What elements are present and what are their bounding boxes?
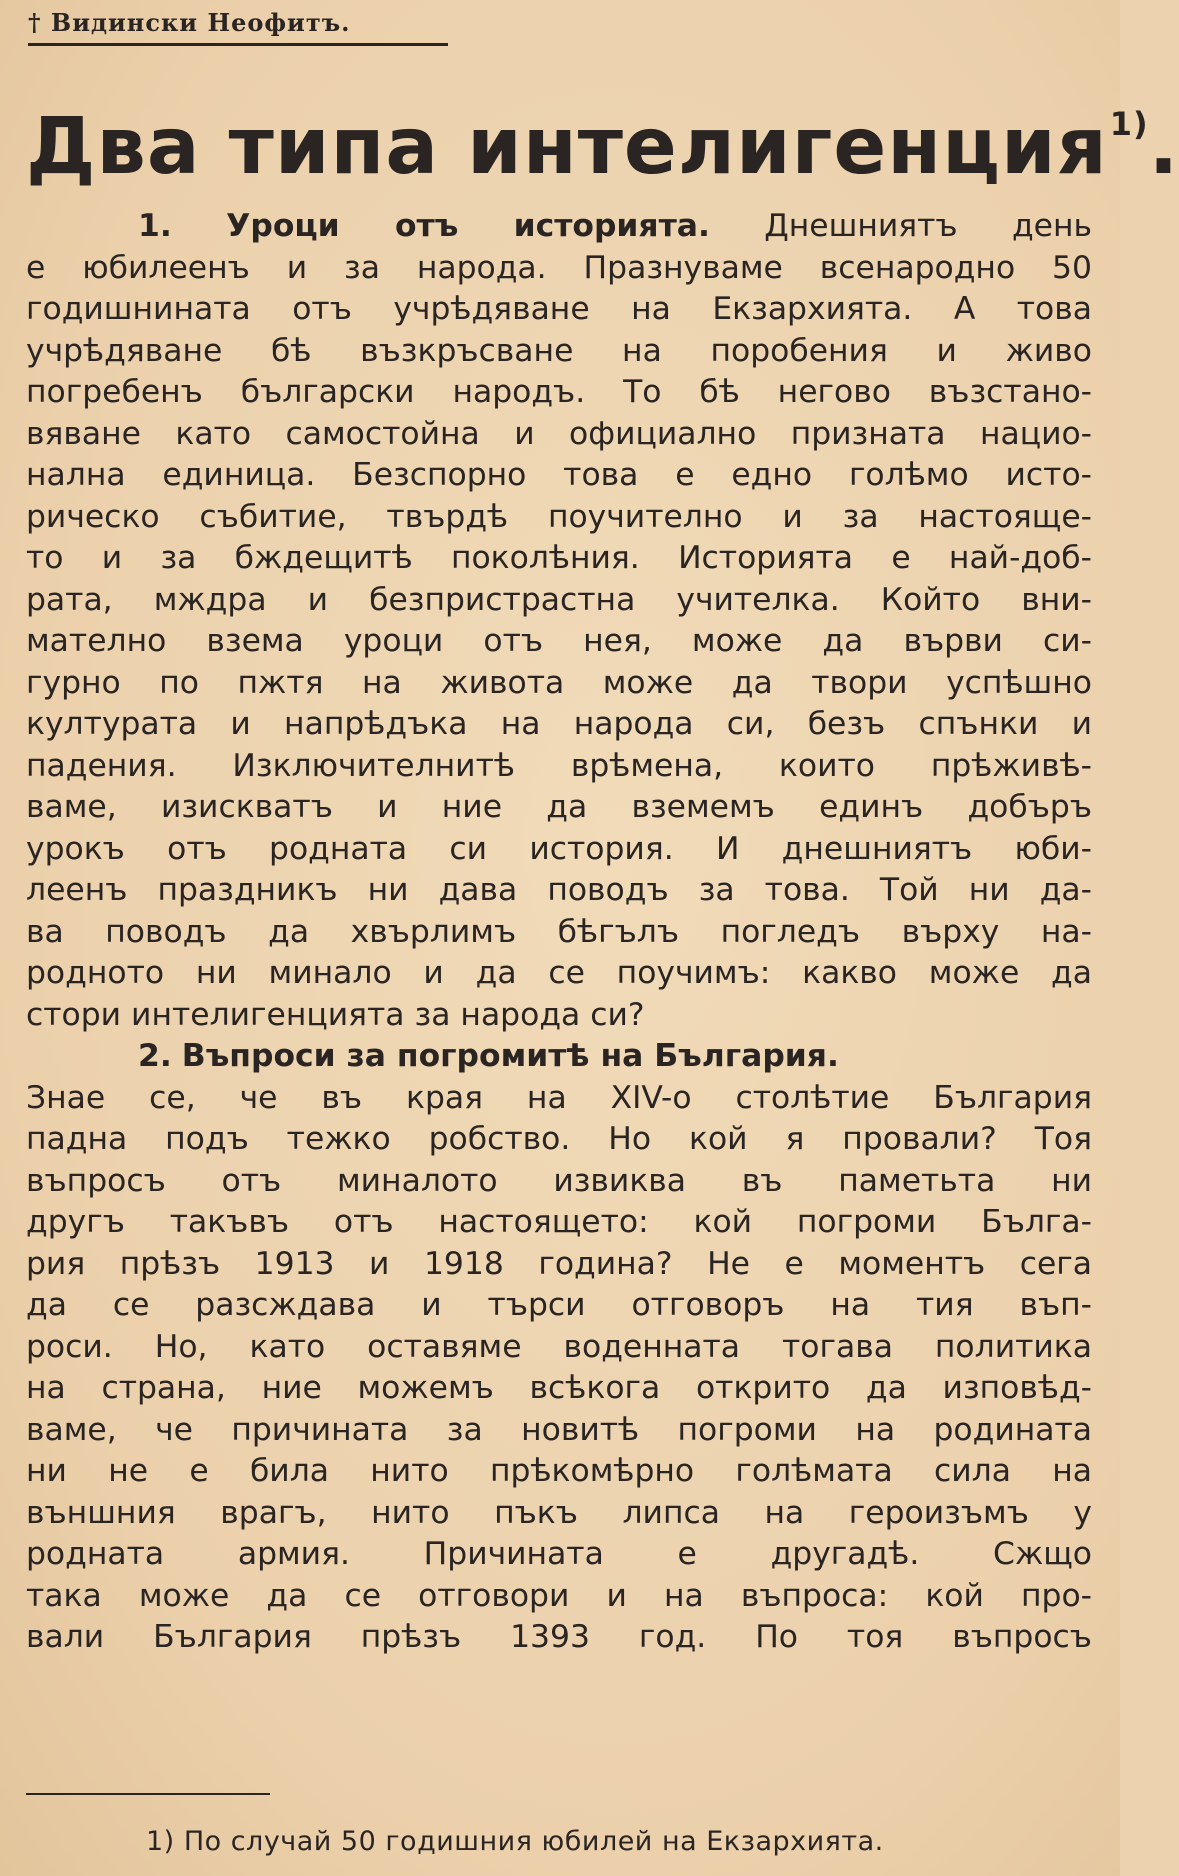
text-line: рата, мждра и безпристрастна учителка. Който вни- [26,581,1092,618]
title-text: Два типа интелигенция [26,102,1108,192]
article-title [26,78,1179,193]
footnote-marker: 1) [146,1826,175,1857]
text-line: културата и напрѣдъка на народа си, безъ спънки и [26,706,1092,742]
section-2-heading-line [26,1036,1092,1078]
text-line: ни не е била нито прѣкомѣрно голѣмата сила на [26,1453,1092,1489]
text-line: ваме, че причината за новитѣ погроми на родината [26,1411,1092,1448]
text-line: родната армия. Причината е другадѣ. Сжщо [26,1536,1092,1572]
text-line: Днешниятъ день [764,208,1092,244]
text-line: другъ такъвъ отъ настоящето: кой погроми Бълга- [26,1204,1092,1240]
section-1-number: 1. [138,208,172,244]
text-line: леенъ праздникъ ни дава поводъ за това. Той ни да- [26,872,1092,908]
text-line: годишнината отъ учрѣдяване на Екзархията. А това [26,291,1092,327]
text-line: мателно взема уроци отъ нея, може да върви си- [26,623,1092,659]
text-line: урокъ отъ родната си история. И днешниятъ юби- [26,830,1092,867]
section-2-heading: Въпроси за погромитѣ на България. [181,1038,839,1074]
text-line: падения. Изключителнитѣ врѣмена, които прѣживѣ- [26,747,1092,784]
footnote-text: По случай 50 годишния юбилей на Екзархията. [183,1826,884,1857]
text-line: рия прѣзъ 1913 и 1918 година? Не е моментъ сега [26,1245,1092,1282]
text-line: вали България прѣзъ 1393 год. По тоя въпросъ [26,1619,1092,1655]
title-period: . [1148,102,1179,192]
text-line: учрѣдяване бѣ възкръсване на поробения и живо [26,332,1092,369]
text-line: така може да се отговори и на въпроса: кой про- [26,1577,1092,1614]
section-1-heading: Уроци отъ историята. [226,208,710,244]
text-line: роси. Но, като оставяме воденната тогава политика [26,1328,1092,1365]
text-line: ваме, изискватъ и ние да вземемъ единъ добъръ [26,789,1092,825]
text-line: на страна, ние можемъ всѣкога открито да изповѣд- [26,1370,1092,1406]
section-1-first-line [26,206,1092,248]
text-line: въпросъ отъ миналото извиква въ паметьта ни [26,1162,1092,1199]
text-line: то и за бждещитѣ поколѣния. Историята е най-доб- [26,540,1092,576]
author-byline: † Видински Неофитъ. [28,8,448,46]
text-line: външния врагъ, нито пъкъ липса на героизъмъ у [26,1494,1092,1531]
text-line: погребенъ български народъ. То бѣ негово възстано- [26,374,1092,410]
section-2-number: 2. [138,1038,172,1074]
footnote-divider [26,1793,270,1795]
text-line: ва поводъ да хвърлимъ бѣгълъ погледъ върху на- [26,913,1092,950]
text-line: вяване като самостойна и официално призната нацио- [26,415,1092,452]
text-line: Знае се, че въ края на XIV-о столѣтие България [26,1079,1092,1116]
footnote [146,1826,1046,1857]
text-line: стори интелигенцията за народа си? [26,996,645,1033]
article-body [26,206,1092,1659]
text-line: рическо събитие, твърдѣ поучително и за настояще- [26,498,1092,535]
text-line: падна подъ тежко робство. Но кой я провали? Тоя [26,1121,1092,1157]
text-line: гурно по пжтя на живота може да твори успѣшно [26,664,1092,701]
title-footnote-ref: 1) [1109,105,1149,143]
text-line: е юбилеенъ и за народа. Празнуваме всенародно 50 [26,249,1092,286]
text-line: да се разсждава и търси отговоръ на тия въп- [26,1287,1092,1323]
text-line: нална единица. Безспорно това е едно голѣмо исто- [26,457,1092,493]
text-line: родното ни минало и да се поучимъ: какво може да [26,955,1092,991]
